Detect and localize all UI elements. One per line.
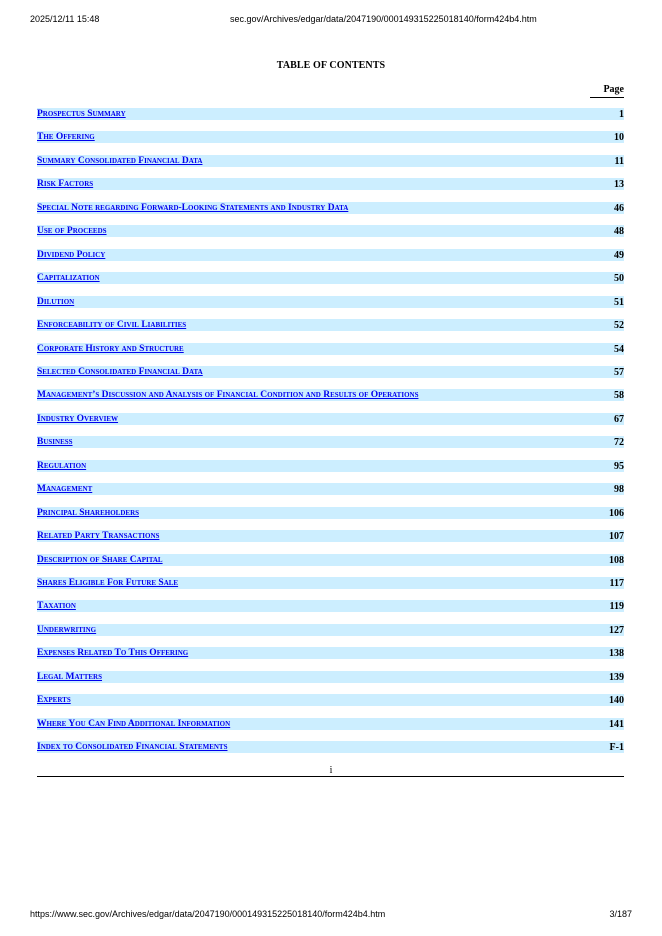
toc-row [37, 389, 624, 401]
document-page-number: i [329, 765, 333, 776]
toc-page-number: 140 [609, 695, 624, 707]
toc-row [37, 319, 624, 331]
toc-link[interactable]: Corporate History and Structure [37, 343, 184, 354]
toc-row [37, 296, 624, 308]
toc-page-number: 72 [614, 437, 624, 449]
toc-row [37, 694, 624, 706]
toc-row [37, 577, 624, 589]
print-header [0, 14, 662, 28]
page-bottom-rule [37, 776, 624, 777]
toc-page-number: 108 [609, 554, 624, 566]
toc-link[interactable]: The Offering [37, 132, 95, 143]
toc-link[interactable]: Special Note regarding Forward-Looking Statements and Industry Data [37, 202, 349, 213]
toc-link[interactable]: Shares Eligible For Future Sale [37, 578, 179, 588]
toc-link[interactable]: Prospectus Summary [37, 109, 126, 119]
toc-link[interactable]: Enforceability of Civil Liabilities [37, 320, 187, 331]
toc-row [37, 436, 624, 448]
toc-page-number: 46 [614, 202, 624, 214]
toc-link[interactable]: Selected Consolidated Financial Data [37, 366, 203, 377]
toc-page-number: 95 [614, 460, 624, 472]
toc-link[interactable]: Description of Share Capital [37, 554, 163, 565]
print-timestamp: 2025/12/11 15:48 [30, 14, 100, 24]
toc-page-number: 138 [609, 648, 624, 660]
toc-page-number: 67 [614, 413, 624, 425]
toc-page-number: 54 [614, 343, 624, 355]
toc-page-number: 119 [609, 601, 624, 613]
toc-row [37, 624, 624, 636]
toc-row [37, 366, 624, 378]
toc-row [37, 741, 624, 753]
toc-row [37, 413, 624, 425]
print-page-count: 3/187 [609, 909, 632, 919]
toc-link[interactable]: Index to Consolidated Financial Statements [37, 742, 228, 753]
toc-page-number: 10 [614, 132, 624, 144]
toc-row [37, 155, 624, 167]
toc-link[interactable]: Dilution [37, 296, 75, 307]
toc-page-number: 127 [609, 624, 624, 636]
toc-row [37, 272, 624, 284]
toc-link[interactable]: Use of Proceeds [37, 226, 107, 237]
page-column-header: Page [590, 84, 624, 98]
toc-link[interactable]: Industry Overview [37, 413, 119, 424]
print-footer-url: https://www.sec.gov/Archives/edgar/data/2047190/000149315225018140/form424b4.htm [30, 909, 386, 919]
toc-row [37, 718, 624, 730]
toc-page-number: F-1 [609, 742, 624, 754]
toc-row [37, 530, 624, 542]
print-footer [0, 909, 662, 923]
print-header-url: sec.gov/Archives/edgar/data/2047190/000149315225018140/form424b4.htm [230, 14, 537, 24]
toc-page-number: 141 [609, 718, 624, 730]
toc-link[interactable]: Risk Factors [37, 179, 94, 190]
toc-link[interactable]: Principal Shareholders [37, 507, 140, 518]
toc-row [37, 202, 624, 214]
toc-page-number: 57 [614, 366, 624, 378]
toc-page-number: 11 [614, 155, 624, 167]
toc-link[interactable]: Summary Consolidated Financial Data [37, 155, 203, 166]
toc-link[interactable]: Legal Matters [37, 671, 103, 682]
toc-page-number: 139 [609, 671, 624, 683]
toc-page-number: 58 [614, 390, 624, 402]
toc-row [37, 647, 624, 659]
toc-row [37, 460, 624, 472]
toc-row [37, 343, 624, 355]
toc-link[interactable]: Management [37, 484, 93, 495]
toc-link[interactable]: Business [37, 437, 73, 448]
toc-row [37, 554, 624, 566]
toc-link[interactable]: Dividend Policy [37, 249, 106, 260]
toc-page-number: 50 [614, 273, 624, 285]
toc-page-number: 49 [614, 249, 624, 261]
toc-row [37, 671, 624, 683]
toc-row [37, 178, 624, 190]
toc-row [37, 600, 624, 612]
toc-link[interactable]: Taxation [37, 601, 76, 612]
toc-row [37, 249, 624, 261]
toc-link[interactable]: Regulation [37, 460, 87, 471]
toc-page-number: 52 [614, 320, 624, 332]
toc-page-number: 48 [614, 226, 624, 238]
toc-row [37, 131, 624, 143]
toc-row [37, 225, 624, 237]
toc-link[interactable]: Experts [37, 695, 71, 706]
toc-page-number: 1 [619, 109, 624, 120]
toc-row [37, 108, 624, 120]
toc-link[interactable]: Where You Can Find Additional Information [37, 718, 231, 729]
toc-link[interactable]: Related Party Transactions [37, 531, 160, 542]
toc-row [37, 507, 624, 519]
toc-page-number: 106 [609, 507, 624, 519]
toc-link[interactable]: Underwriting [37, 624, 97, 635]
toc-page-number: 13 [614, 179, 624, 191]
toc-page-number: 107 [609, 531, 624, 543]
toc-link[interactable]: Expenses Related To This Offering [37, 648, 189, 659]
toc-page-number: 51 [614, 296, 624, 308]
toc-row [37, 483, 624, 495]
toc-page-number: 117 [609, 578, 624, 589]
toc-link[interactable]: Capitalization [37, 273, 100, 284]
toc-page-number: 98 [614, 484, 624, 496]
toc-title: TABLE OF CONTENTS [276, 60, 386, 71]
toc-link[interactable]: Management’s Discussion and Analysis of Financial Condition and Results of Operations [37, 390, 419, 401]
